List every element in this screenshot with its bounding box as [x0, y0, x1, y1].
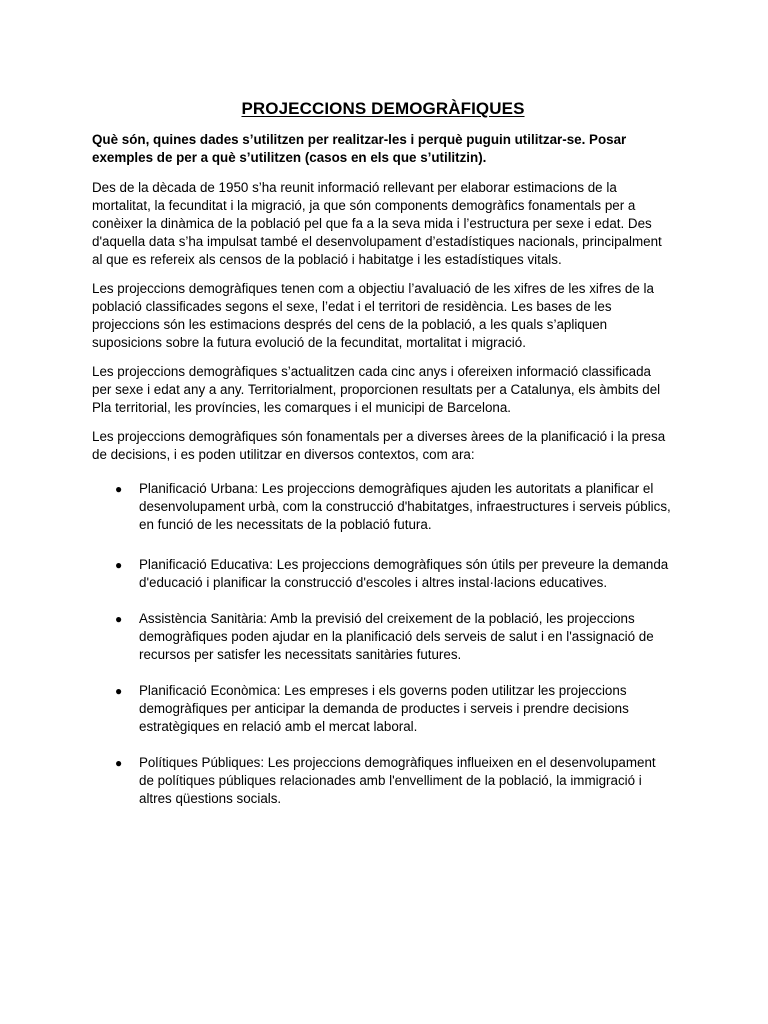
uses-list	[92, 480, 674, 808]
list-item-text: Planificació Urbana: Les projeccions demogràfiques ajuden les autoritats a planificar el desenvolupament urbà, com la construcció d'habitatges, infraestructures i serveis públics, en funció de les necessitats de la població futura.	[139, 481, 671, 532]
list-item-education-planning	[92, 556, 674, 592]
paragraph-uses: Les projeccions demogràfiques són fonamentals per a diverses àrees de la planificació i la presa de decisions, i es poden utilitzar en diversos contextos, com ara:	[92, 429, 666, 462]
document-title: PROJECCIONS DEMOGRÀFIQUES	[241, 99, 525, 118]
list-item-text: Polítiques Públiques: Les projeccions demogràfiques influeixen en el desenvolupament de polítiques públiques relacionades amb l'envelliment de la població, la immigració i altres qüestions socials.	[139, 755, 656, 806]
bullet-icon: ●	[115, 612, 123, 626]
paragraph-updates: Les projeccions demogràfiques s’actualitzen cada cinc anys i ofereixen informació classificada per sexe i edat any a any. Territorialment, proporcionen resultats per a Catalunya, els àmbits del Pla territorial, les províncies, les comarques i el municipi de Barcelona.	[92, 364, 661, 415]
bullet-icon: ●	[115, 482, 123, 496]
paragraph-objective: Les projeccions demogràfiques tenen com a objectiu l’avaluació de les xifres de les xifres de la població classificades segons el sexe, l’edat i el territori de residència. Les bases de les projeccions són les estimacions després del cens de la població, a les quals s’apliquen suposicions sobre la futura evolució de la fecunditat, mortalitat i migració.	[92, 281, 654, 350]
list-item-health-care	[92, 610, 674, 664]
list-item-urban-planning	[92, 480, 674, 534]
list-item-text: Planificació Econòmica: Les empreses i els governs poden utilitzar les projeccions demogràfiques per anticipar la demanda de productes i serveis i prendre decisions estratègiques en relació amb el mercat laboral.	[139, 683, 629, 734]
list-item-economic-planning	[92, 682, 674, 736]
list-item-text: Planificació Educativa: Les projeccions demogràfiques són útils per preveure la demanda d'educació i planificar la construcció d'escoles i altres instal·lacions educatives.	[139, 557, 669, 590]
bullet-icon: ●	[115, 558, 123, 572]
paragraph-intro: Des de la dècada de 1950 s’ha reunit informació rellevant per elaborar estimacions de la mortalitat, la fecunditat i la migració, ja que són components demogràfics fonamentals per a conèixer la dinàmica de la població pel que fa a la seva mida i l’estructura per sexe i edat. Des d'aquella data s’ha impulsat també el desenvolupament d’estadístiques nacionals, principalment al que es refereix als censos de la població i habitatge i les estadístiques vitals.	[92, 180, 662, 267]
assignment-question: Què són, quines dades s’utilitzen per realitzar-les i perquè puguin utilitzar-se. Posar exemples de per a què s’utilitzen (casos en els que s’utilitzin).	[92, 132, 627, 165]
bullet-icon: ●	[115, 684, 123, 698]
bullet-icon: ●	[115, 756, 123, 770]
list-item-public-policy	[92, 754, 674, 808]
list-item-text: Assistència Sanitària: Amb la previsió del creixement de la població, les projeccions demogràfiques poden ajudar en la planificació dels serveis de salut i en l'assignació de recursos per satisfer les necessitats sanitàries futures.	[139, 611, 654, 662]
